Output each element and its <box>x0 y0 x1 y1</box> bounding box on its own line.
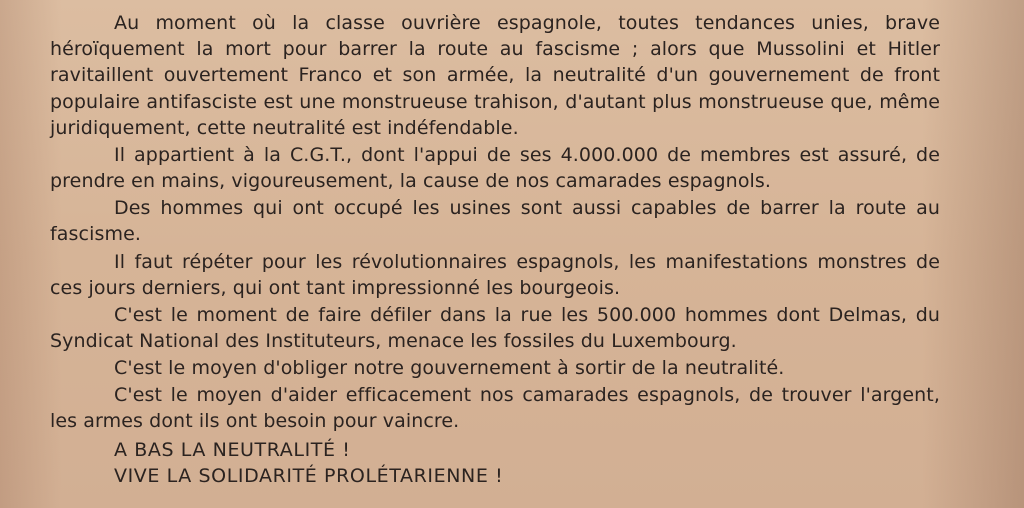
paragraph-cgt: Il appartient à la C.G.T., dont l'appui de ses 4.000.000 de membres est assuré, de prendre en mains, vigoureusement, la cause de nos camarades espagnols. <box>50 143 940 193</box>
body-text <box>50 10 940 489</box>
paragraph-aid: C'est le moyen d'aider efficacement nos camarades espagnols, de trouver l'argent, les armes dont ils ont besoin pour vaincre. <box>50 384 940 433</box>
slogan-solidarity: VIVE LA SOLIDARITÉ PROLÉTARIENNE ! <box>114 464 504 487</box>
slogan-neutrality: A BAS LA NEUTRALITÉ ! <box>114 438 351 461</box>
paragraph-demonstrations: Il faut répéter pour les révolutionnaires espagnols, les manifestations monstres de ces jours derniers, qui ont tant impressionné les bourgeois. <box>50 250 940 299</box>
paragraph-neutrality-betrayal: Au moment où la classe ouvrière espagnole, toutes tendances unies, brave héroïquement la mort pour barrer la route au fascisme ; alors que Mussolini et Hitler ravitaillent ouvertement Franco et son armée, la neutralité d'un gouvernement de front populaire antifasciste est une monstrueuse trahison, d'autant plus monstrueuse que, même juridiquement, cette neutralité est indéfendable. <box>50 12 940 139</box>
paragraph-occupied-factories: Des hommes qui ont occupé les usines sont aussi capables de barrer la route au fascisme. <box>50 197 940 246</box>
paragraph-delmas: C'est le moment de faire défiler dans la rue les 500.000 hommes dont Delmas, du Syndicat National des Instituteurs, menace les fossiles du Luxembourg. <box>50 303 940 352</box>
paragraph-government: C'est le moyen d'obliger notre gouvernement à sortir de la neutralité. <box>114 357 785 380</box>
